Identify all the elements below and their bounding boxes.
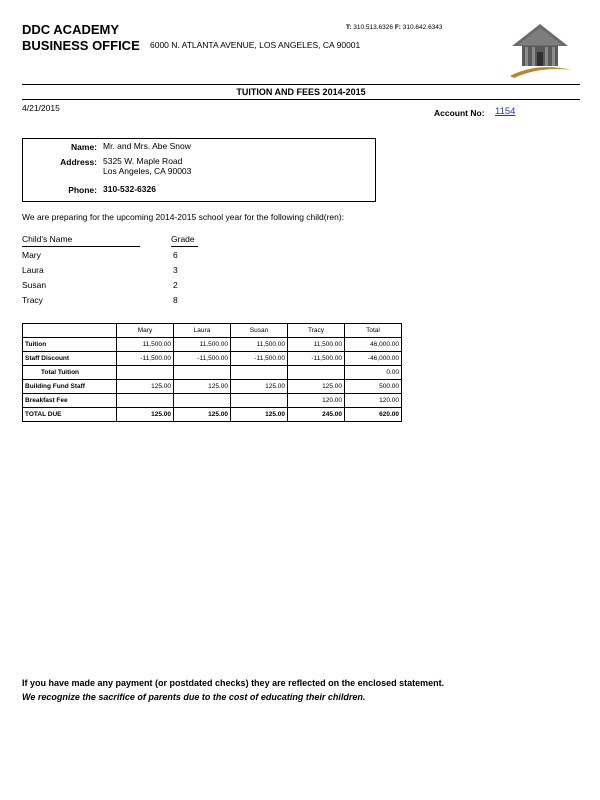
name-label: Name: <box>71 142 97 152</box>
child-name: Laura <box>22 265 44 275</box>
fee-cell: 11,500.00 <box>174 338 231 352</box>
fee-cell: 11,500.00 <box>231 338 288 352</box>
row-label: TOTAL DUE <box>23 408 117 422</box>
intro-text: We are preparing for the upcoming 2014-2015 school year for the following child(ren): <box>22 212 345 222</box>
fee-cell: -11,500.00 <box>288 352 345 366</box>
fee-cell: 120.00 <box>345 394 402 408</box>
building-fund-row <box>23 380 402 394</box>
fee-cell <box>288 366 345 380</box>
fee-cell: 125.00 <box>117 408 174 422</box>
title-bottom-rule <box>22 99 580 100</box>
child-name: Tracy <box>22 295 43 305</box>
title-top-rule <box>22 84 580 85</box>
fees-header-row <box>23 324 402 338</box>
row-label: Building Fund Staff <box>23 380 117 394</box>
row-label: Staff Discount <box>23 352 117 366</box>
child-grade: 3 <box>173 265 178 275</box>
fee-cell: 11,500.00 <box>117 338 174 352</box>
document-title: TUITION AND FEES 2014-2015 <box>236 87 366 97</box>
contact-address-line1: 5325 W. Maple Road <box>103 156 183 166</box>
fee-cell: -11,500.00 <box>117 352 174 366</box>
fees-col-header: Susan <box>231 324 288 338</box>
row-label: Total Tuition <box>23 366 117 380</box>
fee-cell: 125.00 <box>174 408 231 422</box>
contact-address-line2: Los Angeles, CA 90003 <box>103 166 192 176</box>
child-grade: 8 <box>173 295 178 305</box>
appreciation-note: We recognize the sacrifice of parents due to the cost of educating their children. <box>22 692 366 702</box>
org-fax: 310.642.6343 <box>402 24 443 31</box>
phone-label: Phone: <box>68 185 97 195</box>
contact-name: Mr. and Mrs. Abe Snow <box>103 141 191 151</box>
fee-cell: 11,500.00 <box>288 338 345 352</box>
child-grade: 6 <box>173 250 178 260</box>
schoolhouse-logo-icon <box>506 22 574 80</box>
fee-cell: 125.00 <box>288 380 345 394</box>
account-number-link[interactable]: 1154 <box>495 106 516 117</box>
fee-cell: -11,500.00 <box>231 352 288 366</box>
total-tuition-row <box>23 366 402 380</box>
fee-cell <box>174 366 231 380</box>
fee-cell: 500.00 <box>345 380 402 394</box>
fax-label: F: <box>394 24 401 31</box>
fee-cell <box>117 394 174 408</box>
fee-cell <box>117 366 174 380</box>
fee-cell: 125.00 <box>117 380 174 394</box>
fee-cell: 620.00 <box>345 408 402 422</box>
fees-table <box>22 323 402 422</box>
fee-cell <box>231 394 288 408</box>
child-name: Mary <box>22 250 41 260</box>
fee-cell: 245.00 <box>288 408 345 422</box>
org-name-line1: DDC ACADEMY <box>22 22 120 37</box>
fee-cell: 46,000.00 <box>345 338 402 352</box>
fees-col-header: Total <box>345 324 402 338</box>
contact-phone: 310-532-6326 <box>103 184 156 194</box>
fee-cell <box>174 394 231 408</box>
document-date: 4/21/2015 <box>22 103 60 113</box>
fee-cell: 0.00 <box>345 366 402 380</box>
grade-header: Grade <box>171 234 198 247</box>
fee-cell <box>231 366 288 380</box>
child-name: Susan <box>22 280 47 290</box>
fee-cell: 120.00 <box>288 394 345 408</box>
child-grade: 2 <box>173 280 178 290</box>
org-address: 6000 N. ATLANTA AVENUE, LOS ANGELES, CA 90001 <box>150 40 361 50</box>
payment-note: If you have made any payment (or postdated checks) they are reflected on the enclosed statement. <box>22 678 445 688</box>
fee-cell: -46,000.00 <box>345 352 402 366</box>
child-name-header: Child's Name <box>22 234 140 247</box>
tuition-row <box>23 338 402 352</box>
organization-name <box>22 22 140 54</box>
breakfast-fee-row <box>23 394 402 408</box>
fee-cell: 125.00 <box>231 408 288 422</box>
fees-header-blank <box>23 324 117 338</box>
total-due-row <box>23 408 402 422</box>
fees-col-header: Tracy <box>288 324 345 338</box>
fee-cell: 125.00 <box>174 380 231 394</box>
staff-discount-row <box>23 352 402 366</box>
fees-col-header: Mary <box>117 324 174 338</box>
address-label: Address: <box>60 157 97 167</box>
org-name-line2: BUSINESS OFFICE <box>22 38 140 53</box>
fees-col-header: Laura <box>174 324 231 338</box>
account-label: Account No: <box>434 108 485 118</box>
phone-label: T: <box>346 24 352 31</box>
org-contact-numbers <box>346 24 443 31</box>
row-label: Tuition <box>23 338 117 352</box>
row-label: Breakfast Fee <box>23 394 117 408</box>
fee-cell: 125.00 <box>231 380 288 394</box>
contact-info-box <box>22 138 376 202</box>
fee-cell: -11,500.00 <box>174 352 231 366</box>
org-phone: 310.513.6326 <box>353 24 393 31</box>
